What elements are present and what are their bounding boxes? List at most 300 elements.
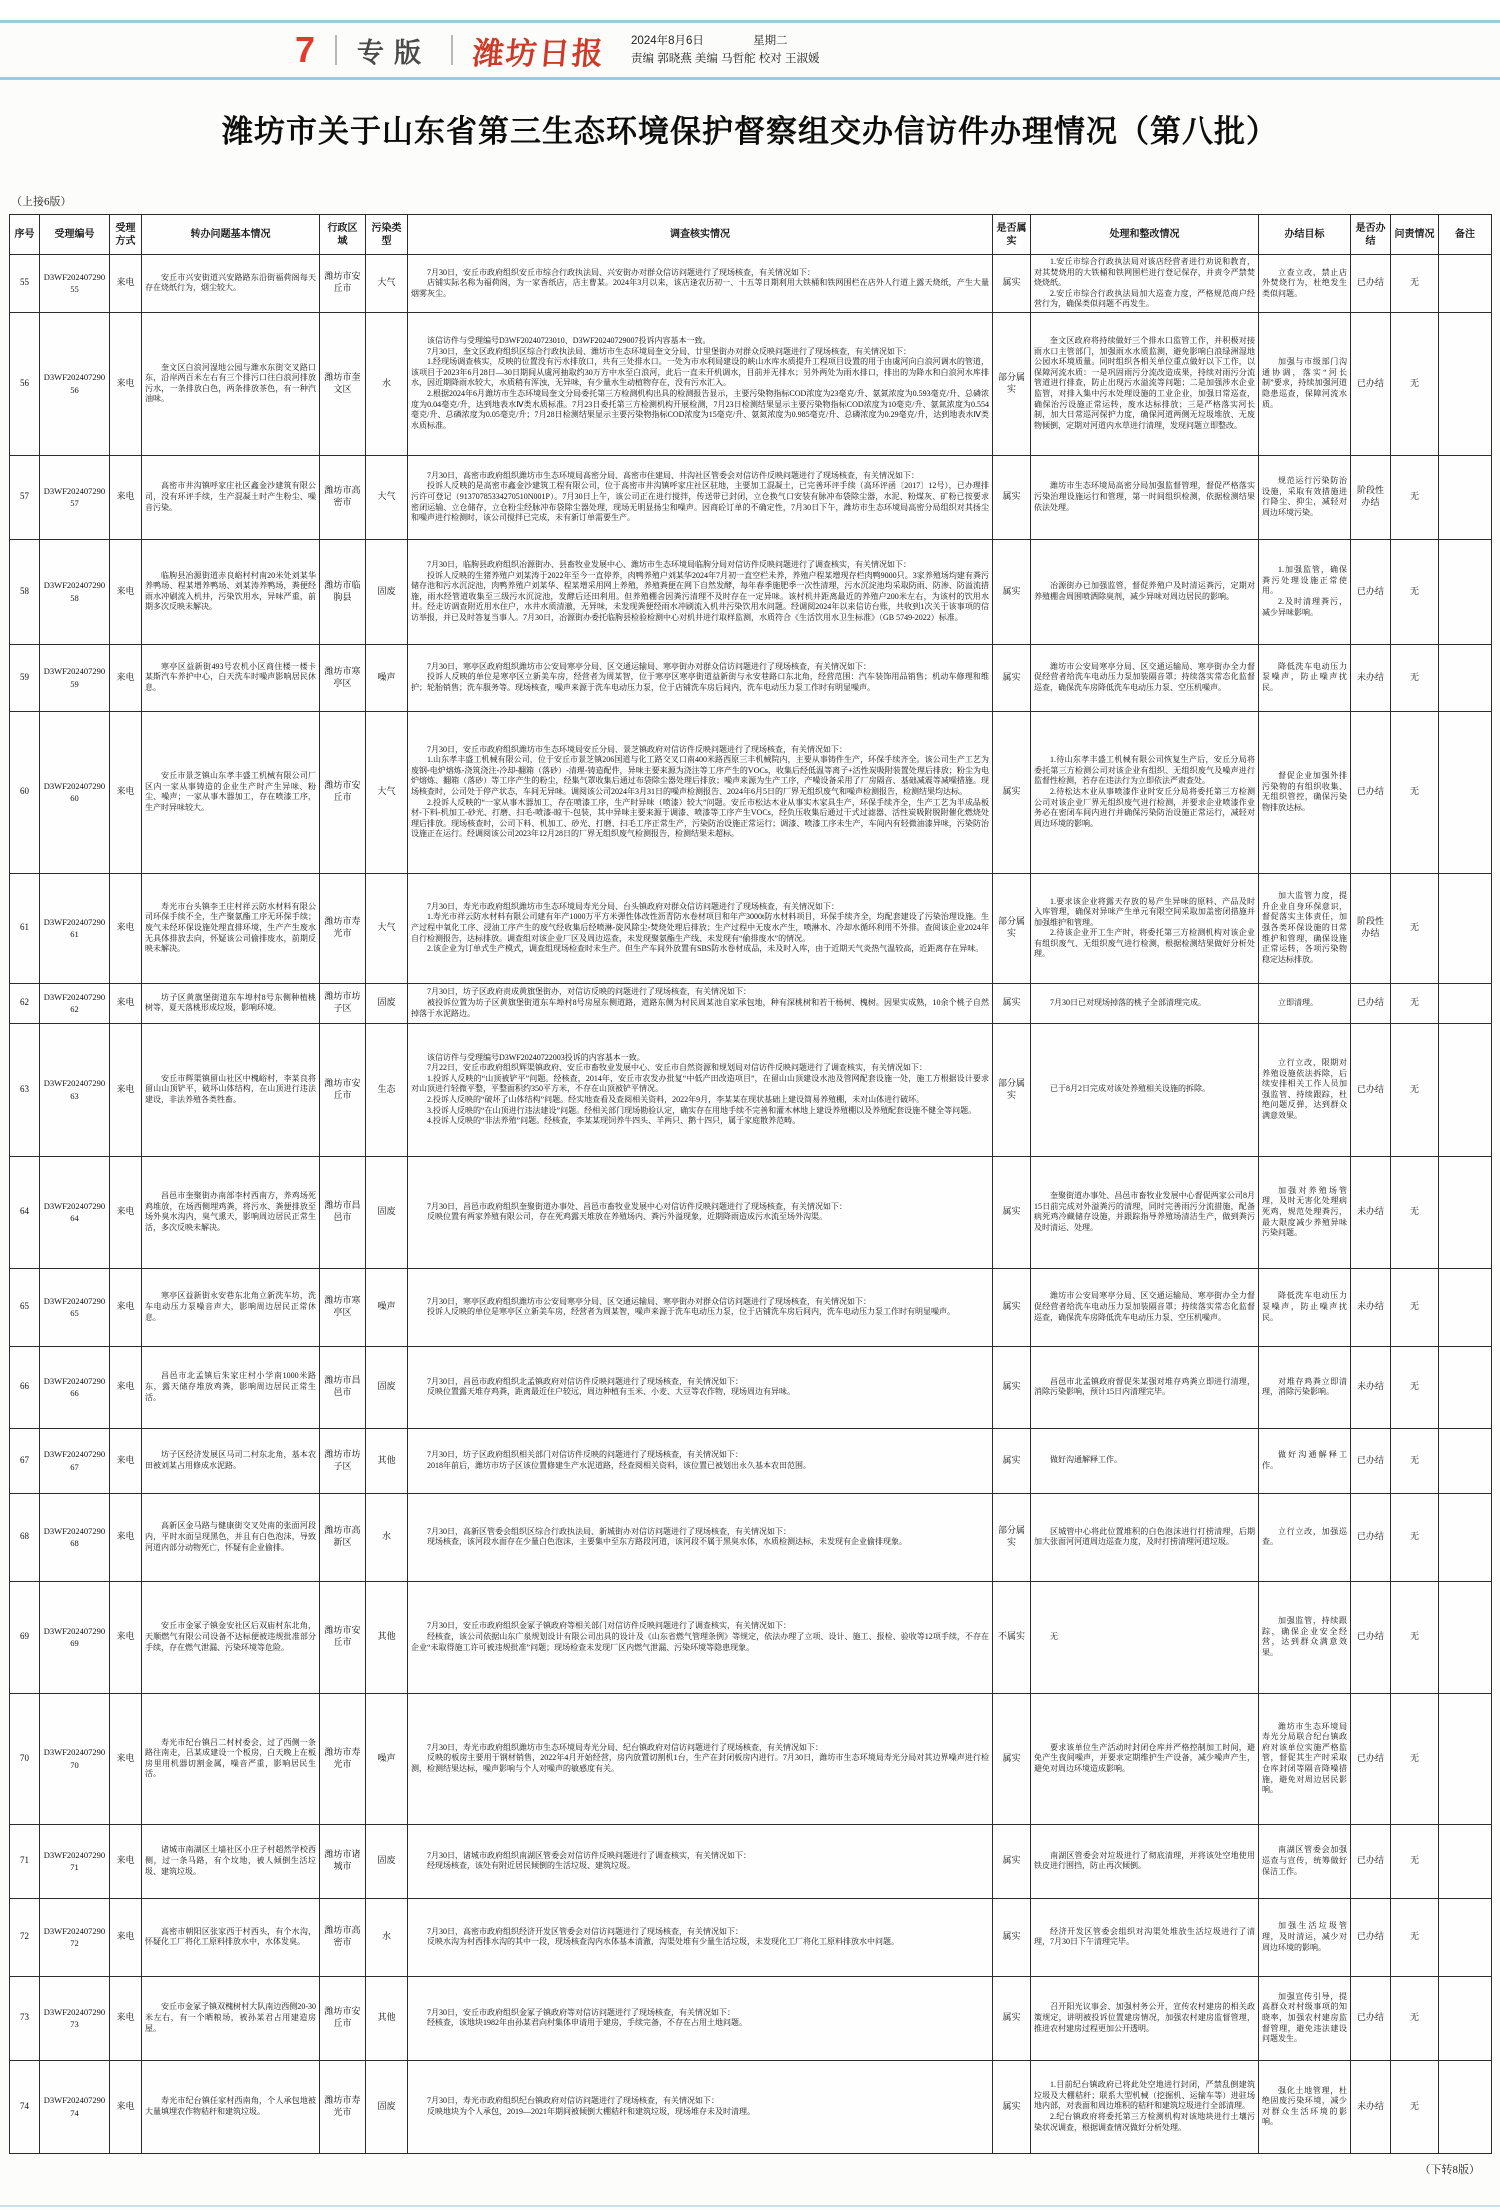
cell-verified: 属实 bbox=[993, 2060, 1031, 2153]
cell-id: D3WF20240729063 bbox=[40, 1023, 110, 1156]
cell-remark bbox=[1439, 711, 1492, 873]
cell-investigation: 该信访件与受理编号D3WF20240723010、D3WF20240729007投诉内容基本一致。 7月30日，奎文区政府组织区综合行政执法局、潍坊市生态环境局奎文分局、廿里堡街办对群众反映问题进行了现场核查，有关情况如下： 1.经现场调查核实，反映的位置没有污水排放口，共有三处排水口。一处为市水利局建设的峡山水库水质提升工程项目设置的用于由虞河向白浪河调水的管道，该项目于2023年6月28日—30日期间从虞河抽取约30万方中水至白浪河，此后一直未开机调水，目前并无排水；另外两处为雨水排口，排出的为降水和白浪河水库排水，因近期降雨水较大，水质稍有浑浊，无异味，有少量水生动植物存在，没有污水汇入。 2.根据2024年6月潍坊市生态环境局奎文分局委托第三方检测机构出具的检测报告显示，主要污染物指标COD浓度为23毫克/升、氨氮浓度为0.593毫克/升、总磷浓度为0.04毫克/升，达到地表水Ⅳ类水质标准。7月23日委托第三方检测机构开展检测，7月23日检测结果显示主要污染物指标COD浓度为10毫克/升、氨氮浓度为0.554毫克/升、总磷浓度为0.05毫克/升；7月28日检测结果显示主要污染物指标COD浓度为15毫克/升、氨氮浓度为0.985毫克/升、总磷浓度为0.29毫克/升，达到地表水Ⅳ类水质标准。 bbox=[408, 312, 993, 455]
cell-target: 南湖区管委会加强巡查与宣传，统筹做好保洁工作。 bbox=[1259, 1824, 1351, 1898]
cell-region: 潍坊市寒亭区 bbox=[320, 1268, 366, 1346]
cell-method: 来电 bbox=[110, 711, 142, 873]
cell-accountability: 无 bbox=[1391, 711, 1439, 873]
cell-issue: 寿光市台头镇李王庄村祥云防水材料有限公司环保手续不全，生产聚氨酯工序无环保手续；废气未经环保设施处理直排环境，生产产生废水无具体排放去向，怀疑该公司偷排废水，前期反映未解决。 bbox=[142, 873, 320, 983]
cell-region: 潍坊市昌邑市 bbox=[320, 1156, 366, 1268]
cell-no: 56 bbox=[10, 312, 40, 455]
page-title: 潍坊市关于山东省第三生态环境保护督察组交办信访件办理情况（第八批） bbox=[222, 114, 1278, 149]
cell-no: 60 bbox=[10, 711, 40, 873]
cell-id: D3WF20240729072 bbox=[40, 1898, 110, 1976]
cell-investigation: 7月30日，坊子区政府责成黄旗堡街办，对信访反映的问题进行了现场核查，有关情况如下： 被投诉位置为坊子区黄旗堡街道东车埠村8号房屋东侧道路，道路东侧为村民周某池自家承包地，种有深桃树和若干杨树、槐树。因果实成熟，10余个桃子自然掉落于水泥路边。 bbox=[408, 983, 993, 1023]
column-header-no: 序号 bbox=[10, 215, 40, 255]
table-row bbox=[10, 1898, 1492, 1976]
column-header-id: 受理编号 bbox=[40, 215, 110, 255]
cell-remark bbox=[1439, 1346, 1492, 1428]
cell-investigation: 7月30日，临朐县政府组织冶源街办、县畜牧业发展中心、潍坊市生态环境局临朐分局对信访件反映问题进行了调查核实，有关情况如下： 投诉人反映的生猪养殖户刘某涛于2022年至今一直停养，肉鸭养殖户刘某华2024年7月初一直空栏未养，养殖户程某增现存栏肉鸭9000只。3家养殖场均建有粪污储存池和污水沉淀池，肉鸭养殖户刘某华、程某增采用网上养殖，养殖粪便在网下自然发酵，每年春季施肥季一次性清理，污水沉淀池均采取防雨、防渗、防溢流措施，雨水经管道收集至三级污水沉淀池，发酵后还田利用。但养殖棚舍因粪污清理不及时存在一定异味。该村机井距离最近的养殖户200米左右，为该村的饮用水井。经走访调查附近用水住户，水井水质清澈，无异味，未发现粪便经雨水冲刷流入机井污染饮用水问题。经调阅2024年以来信访台账，共收到1次关于该事项的信访举报，并已及时答复当事人。7月30日，冶源街办委托临朐县检验检测中心对机井进行取样监测，水质符合《生活饮用水卫生标准》（GB 5749-2022）标准。 bbox=[408, 539, 993, 644]
cell-handling: 潍坊市生态环境局高密分局加强监督管理，督促严格落实污染治理设施运行和管理，第一时间组织检测，依据检测结果依法处理。 bbox=[1031, 455, 1259, 539]
cell-region: 潍坊市坊子区 bbox=[320, 1428, 366, 1493]
cell-verified: 属实 bbox=[993, 1898, 1031, 1976]
cell-status: 未办结 bbox=[1351, 1346, 1391, 1428]
cell-region: 潍坊市安丘市 bbox=[320, 1023, 366, 1156]
table-row bbox=[10, 1693, 1492, 1824]
cell-issue: 奎文区白浪河湿地公园与潍水东街交叉路口东，沿岸两百米左右有三个排污口往白浪河排放污水，一条排放白色，两条排放茶色，有一种汽油味。 bbox=[142, 312, 320, 455]
cell-status: 已办结 bbox=[1351, 983, 1391, 1023]
cell-status: 已办结 bbox=[1351, 1824, 1391, 1898]
cell-method: 来电 bbox=[110, 1156, 142, 1268]
cell-remark bbox=[1439, 312, 1492, 455]
cell-issue: 高新区金马路与健康街交叉处南的张面河段内，平时水面呈现黑色，并且有白色泡沫，导致河道内部分动物死亡，怀疑有企业偷排。 bbox=[142, 1493, 320, 1581]
cell-accountability: 无 bbox=[1391, 455, 1439, 539]
cell-method: 来电 bbox=[110, 455, 142, 539]
cell-issue: 诸城市南湖区土墙社区小庄子村超然学校西侧，过一条马路，有个坟地，被人倾倒生活垃圾、建筑垃圾。 bbox=[142, 1824, 320, 1898]
cell-issue: 临朐县冶源街道赤良峪村村南20米处刘某华养鸭场、程某增养鸭场、刘某涛养鸭场，粪便经雨水冲刷流入机井，污染饮用水，异味严重，前期多次反映未解决。 bbox=[142, 539, 320, 644]
cell-verified: 属实 bbox=[993, 539, 1031, 644]
column-header-handling: 处理和整改情况 bbox=[1031, 215, 1259, 255]
cell-status: 已办结 bbox=[1351, 255, 1391, 313]
cell-accountability: 无 bbox=[1391, 873, 1439, 983]
column-header-accountability: 问责情况 bbox=[1391, 215, 1439, 255]
cell-accountability: 无 bbox=[1391, 1023, 1439, 1156]
cell-id: D3WF20240729074 bbox=[40, 2060, 110, 2153]
cell-handling: 要求该单位生产活动时封闭仓库并严格控制加工时间，避免产生夜间噪声，并要求定期维护生产设备，减少噪声产生，避免对周边环境造成影响。 bbox=[1031, 1693, 1259, 1824]
cell-no: 55 bbox=[10, 255, 40, 313]
cell-region: 潍坊市寿光市 bbox=[320, 1693, 366, 1824]
cell-target: 立行立改，加强巡查。 bbox=[1259, 1493, 1351, 1581]
table-row bbox=[10, 644, 1492, 711]
cell-investigation: 7月30日，安丘市政府组织金冢子镇政府等相关部门对信访件反映问题进行了调查核实，有关情况如下： 经核查，该公司依据山东广泉规划设计有限公司出具的设计及《山东省燃气管理条例》等规定，依法办理了立项、设计、施工、报检、验收等12项手续，不存在企业“未取得施工许可被违规批准”问题；现场检查未发现厂区内燃气泄漏、污染环境等隐患现象。 bbox=[408, 1581, 993, 1693]
cell-method: 来电 bbox=[110, 1346, 142, 1428]
cell-no: 58 bbox=[10, 539, 40, 644]
cell-issue: 坊子区黄旗堡街道东车埠村8号东侧种植桃树等，夏天落桃形成垃圾，影响环境。 bbox=[142, 983, 320, 1023]
cell-remark bbox=[1439, 1976, 1492, 2060]
cell-region: 潍坊市临朐县 bbox=[320, 539, 366, 644]
masthead-logo: 潍坊日报 bbox=[471, 35, 607, 71]
cell-region: 潍坊市诸城市 bbox=[320, 1824, 366, 1898]
cell-remark bbox=[1439, 1581, 1492, 1693]
cell-id: D3WF20240729073 bbox=[40, 1976, 110, 2060]
cell-type: 大气 bbox=[366, 255, 408, 313]
cell-no: 59 bbox=[10, 644, 40, 711]
cell-issue: 寒亭区益新街493号农机小区商住楼一楼卡某斯汽车养护中心，白天洗车时噪声影响居民休息。 bbox=[142, 644, 320, 711]
cell-no: 65 bbox=[10, 1268, 40, 1346]
table-row bbox=[10, 1023, 1492, 1156]
cell-accountability: 无 bbox=[1391, 539, 1439, 644]
cell-issue: 昌邑市北孟镇后朱家庄村小学南1000米路东，露天储存堆放鸡粪，影响周边居民正常生活。 bbox=[142, 1346, 320, 1428]
table-row bbox=[10, 1156, 1492, 1268]
cell-no: 63 bbox=[10, 1023, 40, 1156]
table-row bbox=[10, 1976, 1492, 2060]
cell-investigation: 7月30日，寒亭区政府组织潍坊市公安局寒亭分局、区交通运输局、寒亭街办对群众信访问题进行了现场核查，有关情况如下： 投诉人反映的单位是寒亭区立新美车房，经营者为周某智，位于寒亭区寒亭街道益新街与永安巷路口东北角，经营范围：汽车装饰用品销售；机动车修理和维护；轮胎销售；洗车服务等。现场核查，噪声来源于洗车电动压力泵，位于店铺洗车房后间内，洗车电动压力泵工作时有明显噪声。 bbox=[408, 644, 993, 711]
table-row bbox=[10, 873, 1492, 983]
table-row bbox=[10, 1581, 1492, 1693]
column-header-target: 办结目标 bbox=[1259, 215, 1351, 255]
cell-target: 加强监管，持续跟踪，确保企业安全经营，达到群众满意效果。 bbox=[1259, 1581, 1351, 1693]
cell-verified: 部分属实 bbox=[993, 312, 1031, 455]
cell-region: 潍坊市高密市 bbox=[320, 455, 366, 539]
cell-type: 固废 bbox=[366, 539, 408, 644]
cell-target: 强化土地管理，杜绝固废污染环境，减少对群众生活环境的影响。 bbox=[1259, 2060, 1351, 2153]
cell-status: 已办结 bbox=[1351, 1976, 1391, 2060]
cell-no: 74 bbox=[10, 2060, 40, 2153]
cell-status: 已办结 bbox=[1351, 1581, 1391, 1693]
cell-id: D3WF20240729066 bbox=[40, 1346, 110, 1428]
table-row bbox=[10, 255, 1492, 313]
cell-verified: 属实 bbox=[993, 255, 1031, 313]
date-text: 2024年8月6日 bbox=[631, 34, 704, 47]
table-row bbox=[10, 539, 1492, 644]
cell-issue: 高密市朝阳区张家西于村西头，有个水沟，怀疑化工厂将化工原料排放水中，水体发臭。 bbox=[142, 1898, 320, 1976]
cell-handling: 7月30日已对现场掉落的桃子全部清理完成。 bbox=[1031, 983, 1259, 1023]
cell-target: 加强生活垃圾管理，及时清运，减少对周边环境的影响。 bbox=[1259, 1898, 1351, 1976]
cell-verified: 属实 bbox=[993, 711, 1031, 873]
cell-id: D3WF20240729065 bbox=[40, 1268, 110, 1346]
cell-verified: 不属实 bbox=[993, 1581, 1031, 1693]
cell-investigation: 7月30日，昌邑市政府组织奎聚街道办事处、昌邑市畜牧业发展中心对信访件反映问题进行了现场核查，有关情况如下： 反映位置有两家养殖有限公司，存在死鸡露天堆放在养殖场内、粪污外溢现象，近期降雨造成污水流至场外沟渠。 bbox=[408, 1156, 993, 1268]
column-header-method: 受理方式 bbox=[110, 215, 142, 255]
weekday-text: 星期二 bbox=[753, 34, 788, 47]
cell-target: 立查立改，禁止店外焚烧行为，杜绝发生类似问题。 bbox=[1259, 255, 1351, 313]
cell-no: 68 bbox=[10, 1493, 40, 1581]
cell-type: 噪声 bbox=[366, 644, 408, 711]
cell-investigation: 7月30日，安丘市政府组织金冢子镇政府等对信访问题进行了现场核查，有关情况如下： 经核查，该地块1982年由孙某君向村集体申请用于建房，手续完备，不存在占用土地问题。 bbox=[408, 1976, 993, 2060]
cell-method: 来电 bbox=[110, 2060, 142, 2153]
table-row bbox=[10, 1493, 1492, 1581]
cell-investigation: 7月30日，高密市政府组织潍坊市生态环境局高密分局、高密市住建局、井沟社区管委会对信访件反映问题进行了现场核查，有关情况如下： 投诉人反映的是高密市鑫金沙建筑工程有限公司，位于高密市井沟镇呼家庄社区驻地，主要加工混凝土，已完善环评手续（高环评函〔2017〕12号），已办理排污许可登记（91370785334270510N001P）。7月30日上午，该公司正在进行搅拌，传送带已封闭，立仓换气口安装有脉冲布袋除尘器，水泥、粉煤灰、矿粉已按要求密闭运输、立仓储存，立仓粉尘经脉冲布袋除尘器处理，现场无明显扬尘和噪声。因商砼订单的不确定性，7月30日下午，潍坊市生态环境局高密分局组织对其扬尘和噪声进行检测时，该公司搅拌已完成，未有新订单需要生产。 bbox=[408, 455, 993, 539]
table-row bbox=[10, 312, 1492, 455]
cell-method: 来电 bbox=[110, 255, 142, 313]
cell-region: 潍坊市安丘市 bbox=[320, 711, 366, 873]
cell-method: 来电 bbox=[110, 644, 142, 711]
cell-target: 加强宣传引导，提高群众对村级事项的知晓率，加强农村建房监督管理，避免违法建设问题发生。 bbox=[1259, 1976, 1351, 2060]
cell-no: 67 bbox=[10, 1428, 40, 1493]
cell-issue: 安丘市辉渠镇留山社区中槐峪村，李某良将留山山顶铲平，破坏山体结构，在山顶进行违法建设，非法养殖各类牲畜。 bbox=[142, 1023, 320, 1156]
cell-id: D3WF20240729061 bbox=[40, 873, 110, 983]
cell-id: D3WF20240729068 bbox=[40, 1493, 110, 1581]
cell-method: 来电 bbox=[110, 1493, 142, 1581]
cell-target: 加强与市级部门沟通协调，落实“河长制”要求，持续加强河道隐患巡查，保障河流水质。 bbox=[1259, 312, 1351, 455]
cell-remark bbox=[1439, 644, 1492, 711]
cell-target: 潍坊市生态环境局寿光分局联合纪台镇政府对该单位实施严格监管，督促其生产时采取仓库封闭等隔音降噪措施，避免对周边居民影响。 bbox=[1259, 1693, 1351, 1824]
table-row bbox=[10, 2060, 1492, 2153]
cell-type: 固废 bbox=[366, 1346, 408, 1428]
cell-region: 潍坊市坊子区 bbox=[320, 983, 366, 1023]
cell-status: 已办结 bbox=[1351, 539, 1391, 644]
cell-handling: 潍坊市公安局寒亭分局、区交通运输局、寒亭街办全力督促经营者给洗车电动压力泵加装隔音罩；持续落实常态化监督巡查，确保洗车房降低洗车电动压力泵、空压机噪声。 bbox=[1031, 1268, 1259, 1346]
cell-status: 未办结 bbox=[1351, 2060, 1391, 2153]
cell-issue: 安丘市金冢子镇金安社区后双庙村东北角，天顺燃气有限公司设备不达标便被违规批准部分手续，存在燃气泄漏、污染环境等危险。 bbox=[142, 1581, 320, 1693]
cell-id: D3WF20240729064 bbox=[40, 1156, 110, 1268]
cell-region: 潍坊市高密市 bbox=[320, 1898, 366, 1976]
table-body bbox=[10, 255, 1492, 2154]
cell-status: 已办结 bbox=[1351, 312, 1391, 455]
header-divider bbox=[335, 35, 337, 65]
cell-method: 来电 bbox=[110, 1824, 142, 1898]
cell-id: D3WF20240729062 bbox=[40, 983, 110, 1023]
cell-remark bbox=[1439, 1693, 1492, 1824]
cell-target: 降低洗车电动压力泵噪声，防止噪声扰民。 bbox=[1259, 1268, 1351, 1346]
cell-accountability: 无 bbox=[1391, 255, 1439, 313]
cell-region: 潍坊市安丘市 bbox=[320, 255, 366, 313]
cell-method: 来电 bbox=[110, 1693, 142, 1824]
cell-target: 规范运行污染防治设施，采取有效措施进行降尘、抑尘，减轻对周边环境污染。 bbox=[1259, 455, 1351, 539]
cell-status: 已办结 bbox=[1351, 1428, 1391, 1493]
table-header-row bbox=[10, 215, 1492, 255]
cell-region: 潍坊市寒亭区 bbox=[320, 644, 366, 711]
header-divider bbox=[451, 35, 453, 65]
cell-handling: 1.安丘市综合行政执法局对该店经营者进行劝说和教育，对其焚烧用的大铁桶和铁网围栏进行登记保存，并责令严禁焚烧烧纸。 2.安丘市综合行政执法局加大巡查力度，严格规范商户经营行为，确保类似问题不再发生。 bbox=[1031, 255, 1259, 313]
cell-verified: 属实 bbox=[993, 983, 1031, 1023]
cell-accountability: 无 bbox=[1391, 1824, 1439, 1898]
cell-method: 来电 bbox=[110, 983, 142, 1023]
cell-status: 未办结 bbox=[1351, 644, 1391, 711]
cell-no: 57 bbox=[10, 455, 40, 539]
cell-id: D3WF20240729056 bbox=[40, 312, 110, 455]
cell-id: D3WF20240729070 bbox=[40, 1693, 110, 1824]
section-label: 专版 bbox=[357, 37, 432, 68]
cell-accountability: 无 bbox=[1391, 1156, 1439, 1268]
cell-verified: 属实 bbox=[993, 644, 1031, 711]
cell-id: D3WF20240729057 bbox=[40, 455, 110, 539]
cell-issue: 安丘市景芝镇山东孝丰盛工机械有限公司厂区内一家从事铸造的企业生产时产生异味、粉尘、噪声；一家从事木器加工，存在喷漆工序，生产时异味较大。 bbox=[142, 711, 320, 873]
cell-type: 固废 bbox=[366, 1156, 408, 1268]
cell-issue: 寿光市纪台镇任家村西南角，个人承包地被大量填埋农作物秸秆和建筑垃圾。 bbox=[142, 2060, 320, 2153]
cell-region: 潍坊市高新区 bbox=[320, 1493, 366, 1581]
cell-investigation: 7月30日，高密市政府组织经济开发区管委会对信访问题进行了现场核查，有关情况如下： 反映水沟为村西排水沟的其中一段，现场核查沟内水体基本清澈，沟渠处堆有少量生活垃圾，未发现化工厂将化工原料排放水中问题。 bbox=[408, 1898, 993, 1976]
cell-status: 已办结 bbox=[1351, 1493, 1391, 1581]
petition-table bbox=[9, 214, 1492, 2154]
table-row bbox=[10, 455, 1492, 539]
cell-verified: 属实 bbox=[993, 1428, 1031, 1493]
continued-to-note: （下转8版） bbox=[1419, 2163, 1480, 2176]
cell-type: 固废 bbox=[366, 983, 408, 1023]
cell-remark bbox=[1439, 1898, 1492, 1976]
cell-target: 加大监管力度，提升企业自身环保意识，督促落实主体责任，加强各类环保设施的日常维护和管理，确保设施正常运转，各项污染物稳定达标排放。 bbox=[1259, 873, 1351, 983]
cell-verified: 属实 bbox=[993, 1268, 1031, 1346]
cell-method: 来电 bbox=[110, 1023, 142, 1156]
cell-status: 未办结 bbox=[1351, 1156, 1391, 1268]
cell-region: 潍坊市安丘市 bbox=[320, 1581, 366, 1693]
cell-type: 水 bbox=[366, 1898, 408, 1976]
cell-accountability: 无 bbox=[1391, 1346, 1439, 1428]
column-header-issue: 转办问题基本情况 bbox=[142, 215, 320, 255]
cell-investigation: 该信访件与受理编号D3WF20240722003投诉的内容基本一致。 7月22日，安丘市政府组织辉渠镇政府、安丘市畜牧业发展中心、安丘市自然资源和规划局对信访件反映问题进行了调查核实，有关情况如下： 1.投诉人反映的“山顶被铲平”问题。经核查，2014年，安丘市农发办批复“中低产田改造项目”，在留山山顶建设水池及管网配套设施一处，施工方根据设计要求对山顶进行轻微平整，平整面积约350平方米，不存在山顶被铲平情况。 2.投诉人反映的“破坏了山体结构”问题。经实地查看及查阅相关资料，2022年9月，李某某在现状基础上建设简易养殖棚，未对山体进行破坏。 3.投诉人反映的“在山顶进行违法建设”问题。经相关部门现场勘验认定，确实存在用地手续不完善和灌木林地上建设养殖棚以及养殖配套设施不健全等问题。 4.投诉人反映的“非法养殖”问题。经核查，李某某现饲养牛四头、羊两只、鹅十四只，属于家庭散养范畴。 bbox=[408, 1023, 993, 1156]
table-row bbox=[10, 1428, 1492, 1493]
cell-remark bbox=[1439, 455, 1492, 539]
cell-status: 阶段性办结 bbox=[1351, 873, 1391, 983]
cell-investigation: 7月30日，高新区管委会组织区综合行政执法局、新城街办对信访问题进行了现场核查，有关情况如下： 现场核查，该河段水面存在少量白色泡沫，主要集中至东方路段河道，该河段不属于黑臭水体，水质检测达标，未发现有企业偷排现象。 bbox=[408, 1493, 993, 1581]
bottom-rule bbox=[0, 2205, 1500, 2207]
cell-handling: 奎文区政府将持续做好三个排水口监管工作，并积极对接雨水口主管部门，加强雨水水质监测，避免影响白浪绿洲湿地公园水环境质量。同时组织各相关单位重点做好以下工作，以保障河流水质：一是巩固雨污分流改造成果，持续对雨污分流管道进行排查，防止出现污水溢流等问题；二是加强涉水企业监管，对排入集中污水处理设施的工业企业，加强日常巡查，确保治污设施正常运转，废水达标排放；三是严格落实河长制，加大日常巡河保护力度，确保河道两侧无垃圾堆放、无废物倾倒，定期对河道内水草进行清理，发现问题立即整改。 bbox=[1031, 312, 1259, 455]
cell-no: 62 bbox=[10, 983, 40, 1023]
cell-verified: 属实 bbox=[993, 1976, 1031, 2060]
cell-investigation: 7月30日，安丘市政府组织安丘市综合行政执法局、兴安街办对群众信访问题进行了现场核查，有关情况如下： 店铺实际名称为福荷阁，为一家香纸店，店主曹某。2024年3月以来，该店逢农历初一、十五等日期利用大铁桶和铁网围栏在店外人行道上露天烧纸，产生大量烟雾灰尘。 bbox=[408, 255, 993, 313]
cell-issue: 高密市井沟镇呼家庄社区鑫金沙建筑有限公司，没有环评手续，生产混凝土时产生粉尘、噪音污染。 bbox=[142, 455, 320, 539]
cell-issue: 安丘市金冢子镇双槐树村大队南边西侧20-30米左右，有一个晒粮场，被孙某君占用建造房屋。 bbox=[142, 1976, 320, 2060]
cell-accountability: 无 bbox=[1391, 1976, 1439, 2060]
cell-remark bbox=[1439, 1428, 1492, 1493]
cell-handling: 昌邑市北孟镇政府督促朱某强对堆存鸡粪立即进行清理，消除污染影响，预计15日内清理完毕。 bbox=[1031, 1346, 1259, 1428]
cell-region: 潍坊市昌邑市 bbox=[320, 1346, 366, 1428]
cell-type: 其他 bbox=[366, 1581, 408, 1693]
cell-id: D3WF20240729069 bbox=[40, 1581, 110, 1693]
table-row bbox=[10, 983, 1492, 1023]
cell-type: 水 bbox=[366, 312, 408, 455]
cell-no: 73 bbox=[10, 1976, 40, 2060]
cell-no: 72 bbox=[10, 1898, 40, 1976]
cell-no: 71 bbox=[10, 1824, 40, 1898]
column-header-verified: 是否属实 bbox=[993, 215, 1031, 255]
cell-type: 生态 bbox=[366, 1023, 408, 1156]
cell-accountability: 无 bbox=[1391, 983, 1439, 1023]
cell-remark bbox=[1439, 983, 1492, 1023]
cell-target: 督促企业加强外排污染物的有组织收集、无组织管控，确保污染物排放达标。 bbox=[1259, 711, 1351, 873]
cell-accountability: 无 bbox=[1391, 2060, 1439, 2153]
cell-remark bbox=[1439, 2060, 1492, 2153]
cell-handling: 召开阳光议事会、加强村务公开，宣传农村建房的相关政策规定，讲明被投诉位置建房情况，加强农村建房监督管理，推进农村建房过程更加公开透明。 bbox=[1031, 1976, 1259, 2060]
cell-id: D3WF20240729060 bbox=[40, 711, 110, 873]
cell-issue: 坊子区经济发展区马司二村东北角，基本农田被刘某占用修成水泥路。 bbox=[142, 1428, 320, 1493]
cell-status: 已办结 bbox=[1351, 1898, 1391, 1976]
cell-remark bbox=[1439, 873, 1492, 983]
cell-remark bbox=[1439, 1824, 1492, 1898]
page-header bbox=[295, 23, 1500, 77]
cell-method: 来电 bbox=[110, 539, 142, 644]
cell-type: 水 bbox=[366, 1493, 408, 1581]
cell-verified: 属实 bbox=[993, 455, 1031, 539]
cell-remark bbox=[1439, 255, 1492, 313]
cell-investigation: 7月30日，寿光市政府组织潍坊市生态环境局寿光分局、台头镇政府对群众信访问题进行了现场核查，有关情况如下： 1.寿光市祥云防水材料有限公司建有年产1000万平方米弹性体改性沥青防水卷材项目和年产3000t防水材料项目，环保手续齐全，均配套建设了污染治理设施。生产过程中氧化工序、浸油工序产生的废气经收集后经喷淋-旋风除尘-焚烧处理后排放；生产过程中无废水产生，喷淋水、冷却水循环利用不外排。查阅该企业2024年自行检测报告，达标排放。调查组对该企业厂区及周边巡查，未发现聚氨酯生产线、未发现有“偷排废水”的情况。 2.该企业为订单式生产模式，调查组现场检查时未生产。但生产车间外放置有SBS防水卷材成品，未及时入库，由于近期天气炎热气温较高，近距离存在异味。 bbox=[408, 873, 993, 983]
cell-id: D3WF20240729055 bbox=[40, 255, 110, 313]
column-header-investigation: 调查核实情况 bbox=[408, 215, 993, 255]
cell-method: 来电 bbox=[110, 1581, 142, 1693]
cell-verified: 部分属实 bbox=[993, 1023, 1031, 1156]
cell-accountability: 无 bbox=[1391, 1581, 1439, 1693]
cell-type: 大气 bbox=[366, 711, 408, 873]
cell-verified: 部分属实 bbox=[993, 873, 1031, 983]
staff-line: 责编 郭晓燕 美编 马哲舵 校对 王淑媛 bbox=[631, 53, 820, 65]
cell-no: 70 bbox=[10, 1693, 40, 1824]
cell-handling: 1.目前纪台镇政府已将此处空地进行封闭，严禁乱倒建筑垃圾及大棚秸秆；联系大型机械（挖掘机、运输车等）进驻场地内部，对表面和周边堆积的秸秆和建筑垃圾进行全部清理。 2.纪台镇政府将委托第三方检测机构对该地块进行土壤污染状况调查，根据调查情况做好分析处理。 bbox=[1031, 2060, 1259, 2153]
cell-handling: 做好沟通解释工作。 bbox=[1031, 1428, 1259, 1493]
cell-target: 立即清理。 bbox=[1259, 983, 1351, 1023]
cell-target: 对堆存鸡粪立即清理，消除污染影响。 bbox=[1259, 1346, 1351, 1428]
cell-region: 潍坊市奎文区 bbox=[320, 312, 366, 455]
cell-handling: 奎聚街道办事处、昌邑市畜牧业发展中心督促两家公司8月15日前完成对外溢粪污的清理，同时完善雨污分流措施，配备病死鸡冷藏储存设施，并跟踪指导养殖场清洁生产，做到粪污及时清运、处理。 bbox=[1031, 1156, 1259, 1268]
cell-remark bbox=[1439, 1156, 1492, 1268]
cell-status: 已办结 bbox=[1351, 1693, 1391, 1824]
cell-region: 潍坊市寿光市 bbox=[320, 2060, 366, 2153]
cell-target: 加强对养殖场管理，及时无害化处理病死鸡，规范处理粪污，最大限度减少养殖异味污染问题。 bbox=[1259, 1156, 1351, 1268]
cell-target: 做好沟通解释工作。 bbox=[1259, 1428, 1351, 1493]
cell-issue: 寒亭区益新街永安巷东北角立新洗车坊，洗车电动压力泵噪音声大，影响周边居民正常休息。 bbox=[142, 1268, 320, 1346]
cell-remark bbox=[1439, 539, 1492, 644]
cell-verified: 属实 bbox=[993, 1346, 1031, 1428]
cell-status: 未办结 bbox=[1351, 1268, 1391, 1346]
cell-type: 噪声 bbox=[366, 1693, 408, 1824]
cell-region: 潍坊市安丘市 bbox=[320, 1976, 366, 2060]
cell-type: 大气 bbox=[366, 873, 408, 983]
cell-type: 其他 bbox=[366, 1976, 408, 2060]
column-header-remark: 备注 bbox=[1439, 215, 1492, 255]
cell-remark bbox=[1439, 1023, 1492, 1156]
cell-status: 已办结 bbox=[1351, 711, 1391, 873]
cell-verified: 属实 bbox=[993, 1156, 1031, 1268]
cell-no: 69 bbox=[10, 1581, 40, 1693]
cell-investigation: 7月30日，诸城市政府组织南湖区管委会对信访件反映问题进行了调查核实，有关情况如下： 经现场核查，该处有附近居民倾倒的生活垃圾、建筑垃圾。 bbox=[408, 1824, 993, 1898]
cell-handling: 冶源街办已加强监管，督促养殖户及时清运粪污，定期对养殖棚舍周围喷洒除臭剂，减少异味对周边居民的影响。 bbox=[1031, 539, 1259, 644]
cell-id: D3WF20240729059 bbox=[40, 644, 110, 711]
cell-accountability: 无 bbox=[1391, 1693, 1439, 1824]
cell-target: 立行立改，限期对养殖设施依法拆除，后续安排相关工作人员加强监管、持续跟踪，杜绝问题反弹，达到群众满意效果。 bbox=[1259, 1023, 1351, 1156]
cell-method: 来电 bbox=[110, 1268, 142, 1346]
column-header-region: 行政区域 bbox=[320, 215, 366, 255]
cell-status: 阶段性办结 bbox=[1351, 455, 1391, 539]
cell-verified: 属实 bbox=[993, 1693, 1031, 1824]
cell-issue: 安丘市兴安街道兴安路路东沿街福荷阁每天存在烧纸行为，烟尘较大。 bbox=[142, 255, 320, 313]
cell-verified: 属实 bbox=[993, 1824, 1031, 1898]
cell-no: 66 bbox=[10, 1346, 40, 1428]
cell-target: 降低洗车电动压力泵噪声，防止噪声扰民。 bbox=[1259, 644, 1351, 711]
cell-status: 已办结 bbox=[1351, 1023, 1391, 1156]
cell-verified: 部分属实 bbox=[993, 1493, 1031, 1581]
newspaper-page bbox=[0, 20, 1500, 2177]
column-header-status: 是否办结 bbox=[1351, 215, 1391, 255]
cell-accountability: 无 bbox=[1391, 1268, 1439, 1346]
cell-no: 61 bbox=[10, 873, 40, 983]
cell-investigation: 7月30日，安丘市政府组织潍坊市生态环境局安丘分局、景芝镇政府对信访件反映问题进行了现场核查，有关情况如下： 1.山东孝丰盛工机械有限公司，位于安丘市景芝镇206国道与化工路交叉口南400米路西原三丰机械院内，主要从事铸件生产，环保手续齐全。该公司生产工艺为废钢-电炉熔炼-浇筑浇注-冷却-翻箱（落砂）-清理-铸造配件，异味主要来源为浇注等工序产生的VOCs，收集后经低温等离子+活性炭吸附装置处理后排放；粉尘为电炉熔炼、翻箱（落砂）等工序产生的粉尘，经集气罩收集后通过布袋除尘器处理后排放；噪声来源为生产工序，产噪设备采用了厂房隔音、基础减震等减噪措施。现场核查时，公司处于停产状态，车间无异味。调阅该公司2024年3月31日的噪声检测报告、2024年6月5日的厂界无组织废气和噪声检测报告，检测结果均达标。 2.投诉人反映的“一家从事木器加工，存在喷漆工序，生产时异味（喷漆）较大”问题。安丘市松达木业从事实木家具生产，环保手续齐全，生产工艺为半成品板材-下料-机加工-砂光、打磨、扫毛-喷漆-晾干-包装，其中异味主要来源于调漆、喷漆等工序产生VOCs，经负压收集后通过干式过滤器、活性炭吸附脱附催化燃烧处理后排放。现场核查时，公司下料、机加工、砂光、打磨、扫毛工序正常生产，污染防治设施正常运行；调漆、喷漆工序未生产，车间内有轻微油漆异味，污染防治设施正在运行。经调阅该公司2023年12月28日的厂界无组织废气检测报告，检测结果未超标。 bbox=[408, 711, 993, 873]
cell-accountability: 无 bbox=[1391, 312, 1439, 455]
cell-type: 噪声 bbox=[366, 1268, 408, 1346]
cell-method: 来电 bbox=[110, 1428, 142, 1493]
cell-handling: 区城管中心将此位置堆积的白色泡沫进行打捞清理，后期加大张面河河道周边巡查力度，及时打捞清理河道垃圾。 bbox=[1031, 1493, 1259, 1581]
cell-method: 来电 bbox=[110, 312, 142, 455]
cell-issue: 寿光市纪台镇吕二村村委会，过了西侧一条路往南走，吕某成建设一个板房，白天晚上在板房里用机器切割金属，噪音严重，影响居民生活。 bbox=[142, 1693, 320, 1824]
cell-remark bbox=[1439, 1268, 1492, 1346]
cell-region: 潍坊市寿光市 bbox=[320, 873, 366, 983]
cell-investigation: 7月30日，坊子区政府组织相关部门对信访件反映的问题进行了现场核查，有关情况如下： 2018年前后，潍坊市坊子区该位置修建生产水泥道路，经查阅相关资料，该位置已被划出永久基本农田范围。 bbox=[408, 1428, 993, 1493]
cell-id: D3WF20240729067 bbox=[40, 1428, 110, 1493]
page-number: 7 bbox=[295, 29, 316, 70]
cell-method: 来电 bbox=[110, 1976, 142, 2060]
cell-no: 64 bbox=[10, 1156, 40, 1268]
cell-handling: 南湖区管委会对垃圾进行了彻底清理，并将该处空地使用铁皮进行围挡，防止再次倾倒。 bbox=[1031, 1824, 1259, 1898]
table-row bbox=[10, 711, 1492, 873]
cell-handling: 无 bbox=[1031, 1581, 1259, 1693]
cell-method: 来电 bbox=[110, 873, 142, 983]
table-row bbox=[10, 1824, 1492, 1898]
cell-accountability: 无 bbox=[1391, 1898, 1439, 1976]
cell-id: D3WF20240729071 bbox=[40, 1824, 110, 1898]
continued-from-note: （上接6版） bbox=[11, 196, 72, 208]
cell-investigation: 7月30日，昌邑市政府组织北孟镇政府对信访件反映问题进行了现场核查，有关情况如下： 反映位置露天堆存鸡粪，距离最近住户较远，周边种植有玉米、小麦、大豆等农作物，现场周边有异味。 bbox=[408, 1346, 993, 1428]
cell-handling: 潍坊市公安局寒亭分局、区交通运输局、寒亭街办全力督促经营者给洗车电动压力泵加装隔音罩；持续落实常态化监督巡查，确保洗车房降低洗车电动压力泵、空压机噪声。 bbox=[1031, 644, 1259, 711]
cell-investigation: 7月30日，寿光市政府组织纪台镇政府对信访问题进行了现场核查，有关情况如下： 反映地块为个人承包，2019—2021年期间被倾倒大棚秸秆和建筑垃圾，现场堆存未及时清理。 bbox=[408, 2060, 993, 2153]
cell-accountability: 无 bbox=[1391, 1493, 1439, 1581]
cell-type: 固废 bbox=[366, 1824, 408, 1898]
cell-type: 其他 bbox=[366, 1428, 408, 1493]
column-header-type: 污染类型 bbox=[366, 215, 408, 255]
cell-accountability: 无 bbox=[1391, 1428, 1439, 1493]
cell-method: 来电 bbox=[110, 1898, 142, 1976]
cell-target: 1.加强监管，确保粪污处理设施正常使用。 2.及时清理粪污，减少异味影响。 bbox=[1259, 539, 1351, 644]
cell-handling: 1.待山东孝丰盛工机械有限公司恢复生产后，安丘分局将委托第三方检测公司对该企业有组织、无组织废气及噪声进行监督性检测，若存在违法行为立即依法严肃查处。 2.待松达木业从事喷漆作业时安丘分局将委托第三方检测公司对该企业厂界无组织废气进行检测，并要求企业喷漆作业务必在密闭车间内进行并确保污染防治设施正常运行，减轻对周边环境的影响。 bbox=[1031, 711, 1259, 873]
date-block bbox=[631, 32, 819, 69]
cell-investigation: 7月30日，寒亭区政府组织潍坊市公安局寒亭分局、区交通运输局、寒亭街办对群众信访问题进行了现场核查，有关情况如下： 投诉人反映的单位是寒亭区立新美车房，经营者为周某智，噪声来源于洗车电动压力泵，位于店铺洗车房后间内，洗车电动压力泵工作时有明显噪声。 bbox=[408, 1268, 993, 1346]
cell-handling: 1.要求该企业将露天存放的易产生异味的原料、产品及时入库管理，确保对异味产生单元有限空间采取加盖密闭措施并加强维护和管理。 2.待该企业开工生产时，将委托第三方检测机构对该企业有组织废气、无组织废气进行检测，根据检测结果做好分析处理。 bbox=[1031, 873, 1259, 983]
